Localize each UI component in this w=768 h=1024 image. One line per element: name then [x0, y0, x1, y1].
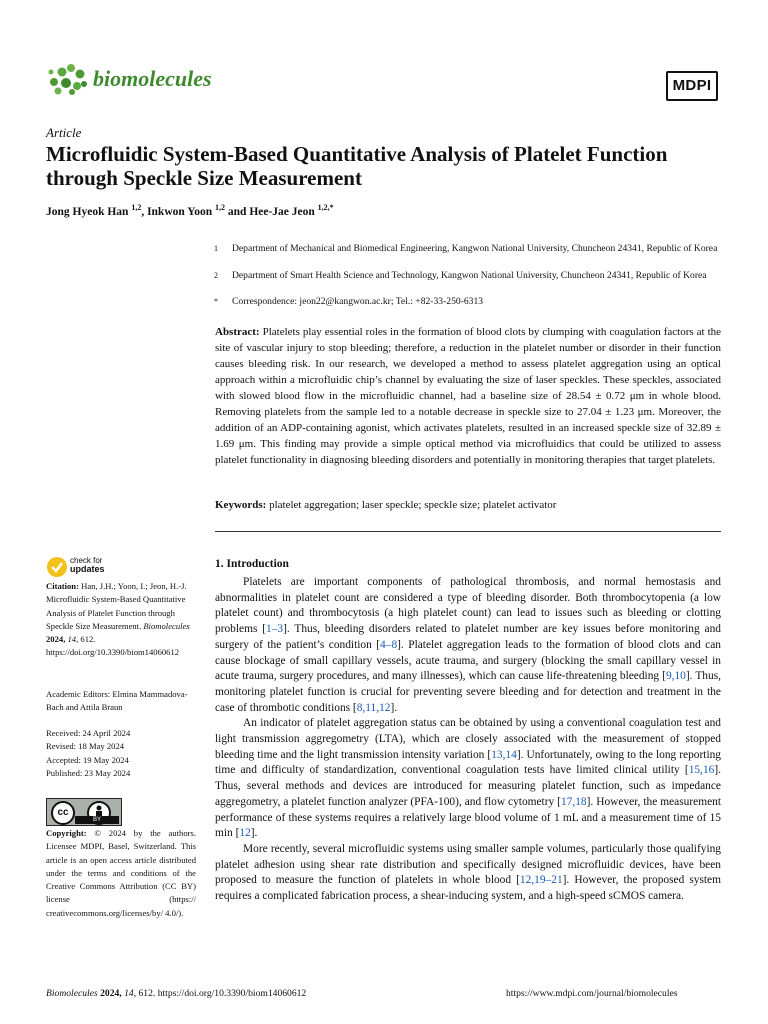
reference-link[interactable]: 13,14 [491, 748, 517, 761]
copyright-block: Copyright: © 2024 by the authors. Licensee MDPI, Basel, Switzerland. This article is an open access article distributed under the terms and conditions of the Creative Commons Attribution (CC BY) license (https:// creativecommons.org/licenses/by/ 4.0/). [46, 828, 196, 918]
paragraph: More recently, several microfluidic systems using smaller sample volumes, particularly those qualifying platelet adhesion using shear rate distribution and specifically designed microfluidic devices, have been proposed to measure the function of platelets in whole blood [12,19–21]. However, the proposed system requires a complicated fabrication process, a shear-inducing system, and a high-speed sCMOS camera. [215, 842, 721, 903]
section-heading: 1. Introduction [215, 558, 289, 570]
reference-link[interactable]: 8,11,12 [356, 701, 391, 714]
footer-citation: Biomolecules 2024, 14, 612. https://doi.org/10.3390/biom14060612 [46, 988, 307, 999]
updates-label: updates [70, 564, 105, 574]
author-affil: 1,2 [131, 203, 142, 212]
reference-link[interactable]: 1–3 [266, 623, 284, 636]
abstract-text: Platelets play essential roles in the formation of blood clots by clumping with coagulation factors at the site of vascular injury to stop bleeding; therefore, a reduction in the platelet number or disorder in their function causes bleeding risk. In our research, we developed a method to assess platelet aggregation using an optical approach within a microfluidic chip’s channel by evaluating the size of laser speckles. These speckles, associated with slowed blood flow in the microfluidic channel, had a baseline size of 28.54 ± 0.72 μm in whole blood. Removing platelets from the sample led to a notable decrease in speckle size to 27.04 ± 1.23 μm. Moreover, the addition of an ADP-containing agonist, which activates platelets, resulted in an increased speckle size of 32.89 ± 1.69 μm. This finding may provide a simple optical method via microfluidics that could be utilized to assess platelet functionality in diagnosing bleeding disorders and potentially in monitoring therapies that target platelets. [215, 326, 722, 466]
check-updates-icon [46, 556, 68, 578]
check-for-updates-badge[interactable] [46, 556, 156, 578]
by-label: BY [75, 816, 119, 824]
reference-link[interactable]: 17,18 [560, 795, 587, 808]
author-name: Jong Hyeok Han [46, 205, 129, 218]
paragraph: An indicator of platelet aggregation status can be obtained by using a conventional coagulation test and light transmission aggregometry (LTA), which are closely associated with the measurement of stopped bleeding time and the light transmission intensity variation [13,14]. Unfortunately, owing to the long reporting time and difficulty of standardization, conventional coagulation tests have limited clinical utility [15,16]. Thus, several methods and devices are introduced for measuring platelet function, such as impedance aggregometry, a platelet function analyzer (PFA-100), and flow cytometry [17,18]. However, the measurement performance of these systems requires a relatively large blood volume of 1 mL and a measurement time of 15 min [12]. [215, 717, 722, 840]
affiliation: 1 Department of Mechanical and Biomedical Engineering, Kangwon National University, Chuncheon 24341, Republic of Korea [214, 243, 718, 254]
citation-block: Citation: Han, J.H.; Yoon, I.; Jeon, H.-J. Microfluidic System-Based Quantitative Analysis of Platelet Function through Speckle Size Measurement. Biomolecules 2024, 14, 612. https://doi.org/10.3390/biom14060612 [46, 581, 190, 658]
citation-label: Citation: [46, 581, 79, 591]
reference-link[interactable]: 15,16 [688, 764, 715, 777]
author-name: Hee-Jae Jeon [249, 205, 315, 218]
date-received: Received: 24 April 2024 [46, 728, 131, 738]
publisher-logo: MDPI [666, 71, 718, 101]
journal-name: biomolecules [93, 66, 212, 91]
reference-link[interactable]: 4–8 [380, 638, 398, 651]
copyright-label: Copyright: [46, 828, 87, 838]
date-accepted: Accepted: 19 May 2024 [46, 754, 129, 765]
dates-block [46, 727, 196, 780]
academic-editors: Academic Editors: Elmina Mammadova-Bach and Attila Braun [46, 689, 188, 713]
divider [215, 531, 721, 532]
cc-by-license-icon[interactable] [46, 798, 122, 826]
keywords-label: Keywords: [215, 499, 267, 511]
correspondence: * Correspondence: jeon22@kangwon.ac.kr; Tel.: +82-33-250-6313 [214, 296, 484, 307]
paragraph: Platelets are important components of pathological thrombosis, and normal hemostasis and abnormalities in platelet count are considered a type of bleeding disorder. Both thrombocytopenia (a low platelet count) and thrombocytosis (a high platelet count) can lead to issues such as bleeding or clotting problems [1–3]. Thus, bleeding disorders related to platelet number are key issues before monitoring and surgery of the patient’s condition [4–8]. Platelet aggregation leads to the formation of blood clots and can cause blockage of small capillary vessels, acute trauma, and surgery (blocking the small capillary vessel in acute trauma, surgery procedures, and many illnesses), which can cause life-threatening bleeding [9,10]. Thus, monitoring platelet function is crucial for preventing severe bleeding and for detection and treatment in the case of thrombotic conditions [8,11,12]. [215, 576, 721, 714]
abstract-label: Abstract: [215, 326, 260, 338]
article-title: Microfluidic System-Based Quantitative Analysis of Platelet Function through Speckle Size Measurement [46, 142, 668, 190]
cc-icon: cc [51, 801, 75, 825]
author-affil: 1,2 [215, 203, 226, 212]
date-revised: Revised: 18 May 2024 [46, 741, 125, 752]
check-label: check for [70, 556, 103, 565]
author-list: Jong Hyeok Han $^{1,2}$, Inkwon Yoon $^{1,2}$ and Hee-Jae Jeon $^{1,2,*}$ [46, 203, 334, 218]
reference-link[interactable]: 12 [239, 827, 251, 840]
keywords-text: platelet aggregation; laser speckle; speckle size; platelet activator [269, 499, 557, 511]
reference-link[interactable]: 12,19–21 [519, 874, 563, 887]
abstract [215, 324, 721, 468]
date-published: Published: 23 May 2024 [46, 767, 131, 778]
article-type: Article [46, 125, 82, 140]
affiliation: 2 Department of Smart Health Science and Technology, Kangwon National University, Chuncheon 24341, Republic of Korea [214, 270, 707, 281]
footer-journal-url[interactable]: https://www.mdpi.com/journal/biomolecules [506, 988, 678, 999]
journal-logo-icon [46, 62, 90, 96]
author-affil: 1,2,* [317, 203, 334, 212]
keywords [215, 497, 721, 513]
reference-link[interactable]: 9,10 [665, 670, 686, 683]
introduction-body [215, 575, 721, 905]
author-name: Inkwon Yoon [147, 205, 213, 218]
